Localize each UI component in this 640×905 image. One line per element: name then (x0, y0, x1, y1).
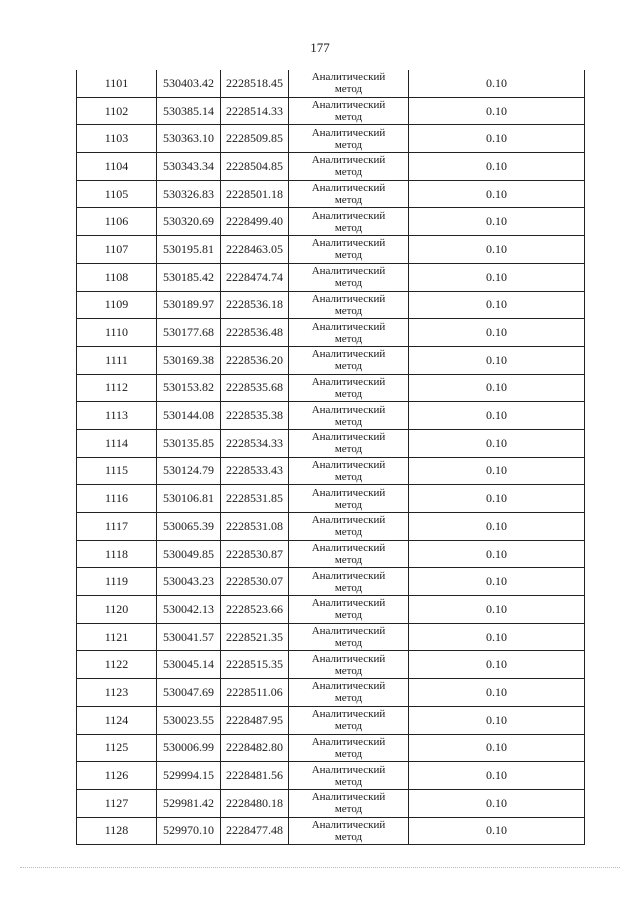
table-row (77, 291, 585, 319)
method-line-2: метод (334, 415, 363, 428)
table-row (77, 319, 585, 347)
error-cell: 0.10 (409, 236, 585, 264)
method-cell (289, 263, 409, 291)
point-number-cell: 1110 (77, 319, 157, 347)
x-coordinate-cell: 530144.08 (157, 402, 221, 430)
table-row (77, 374, 585, 402)
method-line-2: метод (334, 470, 363, 483)
y-coordinate-cell: 2228482.80 (221, 734, 289, 762)
method-line-2: метод (334, 609, 363, 622)
method-cell (289, 706, 409, 734)
y-coordinate-cell: 2228501.18 (221, 180, 289, 208)
method-line-1: Аналитический (311, 458, 386, 471)
point-number-cell: 1119 (77, 568, 157, 596)
y-coordinate-cell: 2228530.87 (221, 540, 289, 568)
x-coordinate-cell: 530343.34 (157, 153, 221, 181)
y-coordinate-cell: 2228535.38 (221, 402, 289, 430)
y-coordinate-cell: 2228515.35 (221, 651, 289, 679)
method-line-2: метод (334, 581, 363, 594)
method-line-1: Аналитический (311, 625, 386, 638)
y-coordinate-cell: 2228535.68 (221, 374, 289, 402)
table-row (77, 706, 585, 734)
error-cell: 0.10 (409, 817, 585, 845)
method-line-2: метод (334, 692, 363, 705)
error-cell: 0.10 (409, 263, 585, 291)
point-number-cell: 1106 (77, 208, 157, 236)
table-row (77, 623, 585, 651)
coordinates-table (76, 70, 585, 845)
method-line-1: Аналитический (311, 431, 386, 444)
error-cell: 0.10 (409, 623, 585, 651)
x-coordinate-cell: 530195.81 (157, 236, 221, 264)
error-cell: 0.10 (409, 346, 585, 374)
table-row (77, 97, 585, 125)
table-body (77, 70, 585, 845)
point-number-cell: 1121 (77, 623, 157, 651)
x-coordinate-cell: 530169.38 (157, 346, 221, 374)
method-line-1: Аналитический (311, 99, 386, 112)
table-row (77, 402, 585, 430)
method-line-1: Аналитический (311, 680, 386, 693)
method-line-2: метод (334, 111, 363, 124)
x-coordinate-cell: 530385.14 (157, 97, 221, 125)
error-cell: 0.10 (409, 429, 585, 457)
point-number-cell: 1123 (77, 679, 157, 707)
method-line-1: Аналитический (311, 735, 386, 748)
point-number-cell: 1109 (77, 291, 157, 319)
method-line-1: Аналитический (311, 320, 386, 333)
error-cell: 0.10 (409, 762, 585, 790)
point-number-cell: 1116 (77, 485, 157, 513)
method-line-1: Аналитический (311, 791, 386, 804)
y-coordinate-cell: 2228531.08 (221, 513, 289, 541)
y-coordinate-cell: 2228499.40 (221, 208, 289, 236)
method-line-1: Аналитический (311, 542, 386, 555)
point-number-cell: 1126 (77, 762, 157, 790)
x-coordinate-cell: 530047.69 (157, 679, 221, 707)
method-cell (289, 762, 409, 790)
x-coordinate-cell: 530023.55 (157, 706, 221, 734)
method-line-1: Аналитический (311, 514, 386, 527)
method-cell (289, 651, 409, 679)
method-line-2: метод (334, 720, 363, 733)
point-number-cell: 1117 (77, 513, 157, 541)
error-cell: 0.10 (409, 789, 585, 817)
method-line-2: метод (334, 443, 363, 456)
y-coordinate-cell: 2228534.33 (221, 429, 289, 457)
method-cell (289, 429, 409, 457)
y-coordinate-cell: 2228504.85 (221, 153, 289, 181)
method-line-1: Аналитический (311, 154, 386, 167)
x-coordinate-cell: 530065.39 (157, 513, 221, 541)
y-coordinate-cell: 2228514.33 (221, 97, 289, 125)
point-number-cell: 1122 (77, 651, 157, 679)
method-line-1: Аналитический (311, 652, 386, 665)
x-coordinate-cell: 530153.82 (157, 374, 221, 402)
error-cell: 0.10 (409, 319, 585, 347)
error-cell: 0.10 (409, 596, 585, 624)
table-row (77, 734, 585, 762)
y-coordinate-cell: 2228521.35 (221, 623, 289, 651)
error-cell: 0.10 (409, 153, 585, 181)
method-line-2: метод (334, 83, 363, 96)
method-line-1: Аналитический (311, 182, 386, 195)
x-coordinate-cell: 530320.69 (157, 208, 221, 236)
error-cell: 0.10 (409, 540, 585, 568)
table-row (77, 208, 585, 236)
x-coordinate-cell: 530185.42 (157, 263, 221, 291)
x-coordinate-cell: 530189.97 (157, 291, 221, 319)
table-row (77, 236, 585, 264)
method-line-2: метод (334, 664, 363, 677)
method-cell (289, 789, 409, 817)
error-cell: 0.10 (409, 291, 585, 319)
point-number-cell: 1108 (77, 263, 157, 291)
method-line-1: Аналитический (311, 818, 386, 831)
method-cell (289, 540, 409, 568)
method-cell (289, 180, 409, 208)
method-cell (289, 817, 409, 845)
x-coordinate-cell: 529970.10 (157, 817, 221, 845)
x-coordinate-cell: 530135.85 (157, 429, 221, 457)
method-line-1: Аналитический (311, 126, 386, 139)
x-coordinate-cell: 530326.83 (157, 180, 221, 208)
table-row (77, 789, 585, 817)
method-line-1: Аналитический (311, 708, 386, 721)
error-cell: 0.10 (409, 125, 585, 153)
error-cell: 0.10 (409, 734, 585, 762)
x-coordinate-cell: 530363.10 (157, 125, 221, 153)
x-coordinate-cell: 530042.13 (157, 596, 221, 624)
point-number-cell: 1103 (77, 125, 157, 153)
point-number-cell: 1105 (77, 180, 157, 208)
y-coordinate-cell: 2228530.07 (221, 568, 289, 596)
x-coordinate-cell: 530045.14 (157, 651, 221, 679)
method-cell (289, 319, 409, 347)
x-coordinate-cell: 530124.79 (157, 457, 221, 485)
error-cell: 0.10 (409, 679, 585, 707)
method-line-2: метод (334, 277, 363, 290)
method-line-1: Аналитический (311, 348, 386, 361)
method-cell (289, 374, 409, 402)
table-row (77, 817, 585, 845)
method-line-1: Аналитический (311, 265, 386, 278)
error-cell: 0.10 (409, 568, 585, 596)
method-cell (289, 679, 409, 707)
method-line-1: Аналитический (311, 209, 386, 222)
x-coordinate-cell: 530006.99 (157, 734, 221, 762)
y-coordinate-cell: 2228480.18 (221, 789, 289, 817)
point-number-cell: 1107 (77, 236, 157, 264)
method-cell (289, 402, 409, 430)
y-coordinate-cell: 2228463.05 (221, 236, 289, 264)
error-cell: 0.10 (409, 97, 585, 125)
method-cell (289, 485, 409, 513)
method-cell (289, 734, 409, 762)
table-row (77, 485, 585, 513)
point-number-cell: 1120 (77, 596, 157, 624)
table-row (77, 679, 585, 707)
method-line-2: метод (334, 194, 363, 207)
point-number-cell: 1101 (77, 70, 157, 97)
x-coordinate-cell: 529981.42 (157, 789, 221, 817)
method-cell (289, 236, 409, 264)
table-row (77, 568, 585, 596)
method-line-2: метод (334, 304, 363, 317)
y-coordinate-cell: 2228536.20 (221, 346, 289, 374)
table-row (77, 513, 585, 541)
method-line-1: Аналитический (311, 403, 386, 416)
method-line-2: метод (334, 332, 363, 345)
method-cell (289, 568, 409, 596)
y-coordinate-cell: 2228531.85 (221, 485, 289, 513)
method-cell (289, 291, 409, 319)
y-coordinate-cell: 2228523.66 (221, 596, 289, 624)
x-coordinate-cell: 530177.68 (157, 319, 221, 347)
scan-artifact-line (20, 867, 620, 869)
method-cell (289, 346, 409, 374)
method-line-2: метод (334, 554, 363, 567)
x-coordinate-cell: 530106.81 (157, 485, 221, 513)
method-cell (289, 125, 409, 153)
method-line-1: Аналитический (311, 763, 386, 776)
method-line-2: метод (334, 526, 363, 539)
point-number-cell: 1115 (77, 457, 157, 485)
table-row (77, 125, 585, 153)
point-number-cell: 1127 (77, 789, 157, 817)
error-cell: 0.10 (409, 374, 585, 402)
method-line-2: метод (334, 498, 363, 511)
x-coordinate-cell: 530041.57 (157, 623, 221, 651)
point-number-cell: 1124 (77, 706, 157, 734)
method-cell (289, 596, 409, 624)
error-cell: 0.10 (409, 208, 585, 236)
method-line-2: метод (334, 360, 363, 373)
y-coordinate-cell: 2228487.95 (221, 706, 289, 734)
method-line-1: Аналитический (311, 71, 386, 84)
table-row (77, 70, 585, 97)
method-cell (289, 70, 409, 97)
error-cell: 0.10 (409, 485, 585, 513)
table-row (77, 762, 585, 790)
table-row (77, 457, 585, 485)
method-line-2: метод (334, 138, 363, 151)
error-cell: 0.10 (409, 70, 585, 97)
table-row (77, 263, 585, 291)
point-number-cell: 1118 (77, 540, 157, 568)
y-coordinate-cell: 2228536.18 (221, 291, 289, 319)
method-cell (289, 457, 409, 485)
method-line-2: метод (334, 387, 363, 400)
error-cell: 0.10 (409, 651, 585, 679)
x-coordinate-cell: 530049.85 (157, 540, 221, 568)
y-coordinate-cell: 2228518.45 (221, 70, 289, 97)
method-line-2: метод (334, 249, 363, 262)
y-coordinate-cell: 2228533.43 (221, 457, 289, 485)
point-number-cell: 1102 (77, 97, 157, 125)
method-line-2: метод (334, 166, 363, 179)
method-line-2: метод (334, 830, 363, 843)
method-cell (289, 513, 409, 541)
point-number-cell: 1128 (77, 817, 157, 845)
point-number-cell: 1111 (77, 346, 157, 374)
point-number-cell: 1114 (77, 429, 157, 457)
y-coordinate-cell: 2228536.48 (221, 319, 289, 347)
table-row (77, 429, 585, 457)
method-cell (289, 623, 409, 651)
y-coordinate-cell: 2228481.56 (221, 762, 289, 790)
y-coordinate-cell: 2228477.48 (221, 817, 289, 845)
method-line-1: Аналитический (311, 375, 386, 388)
table-row (77, 180, 585, 208)
table-row (77, 596, 585, 624)
table-row (77, 651, 585, 679)
error-cell: 0.10 (409, 706, 585, 734)
y-coordinate-cell: 2228474.74 (221, 263, 289, 291)
method-line-1: Аналитический (311, 569, 386, 582)
y-coordinate-cell: 2228509.85 (221, 125, 289, 153)
method-line-1: Аналитический (311, 237, 386, 250)
method-cell (289, 208, 409, 236)
x-coordinate-cell: 529994.15 (157, 762, 221, 790)
point-number-cell: 1125 (77, 734, 157, 762)
method-line-1: Аналитический (311, 292, 386, 305)
method-line-2: метод (334, 775, 363, 788)
table-row (77, 346, 585, 374)
error-cell: 0.10 (409, 402, 585, 430)
error-cell: 0.10 (409, 513, 585, 541)
table-row (77, 153, 585, 181)
page-number: 177 (310, 40, 330, 55)
method-line-1: Аналитический (311, 486, 386, 499)
method-line-2: метод (334, 803, 363, 816)
method-line-2: метод (334, 221, 363, 234)
method-cell (289, 97, 409, 125)
x-coordinate-cell: 530403.42 (157, 70, 221, 97)
error-cell: 0.10 (409, 180, 585, 208)
error-cell: 0.10 (409, 457, 585, 485)
point-number-cell: 1112 (77, 374, 157, 402)
point-number-cell: 1113 (77, 402, 157, 430)
method-cell (289, 153, 409, 181)
method-line-2: метод (334, 637, 363, 650)
method-line-2: метод (334, 747, 363, 760)
x-coordinate-cell: 530043.23 (157, 568, 221, 596)
point-number-cell: 1104 (77, 153, 157, 181)
y-coordinate-cell: 2228511.06 (221, 679, 289, 707)
table-row (77, 540, 585, 568)
method-line-1: Аналитический (311, 597, 386, 610)
